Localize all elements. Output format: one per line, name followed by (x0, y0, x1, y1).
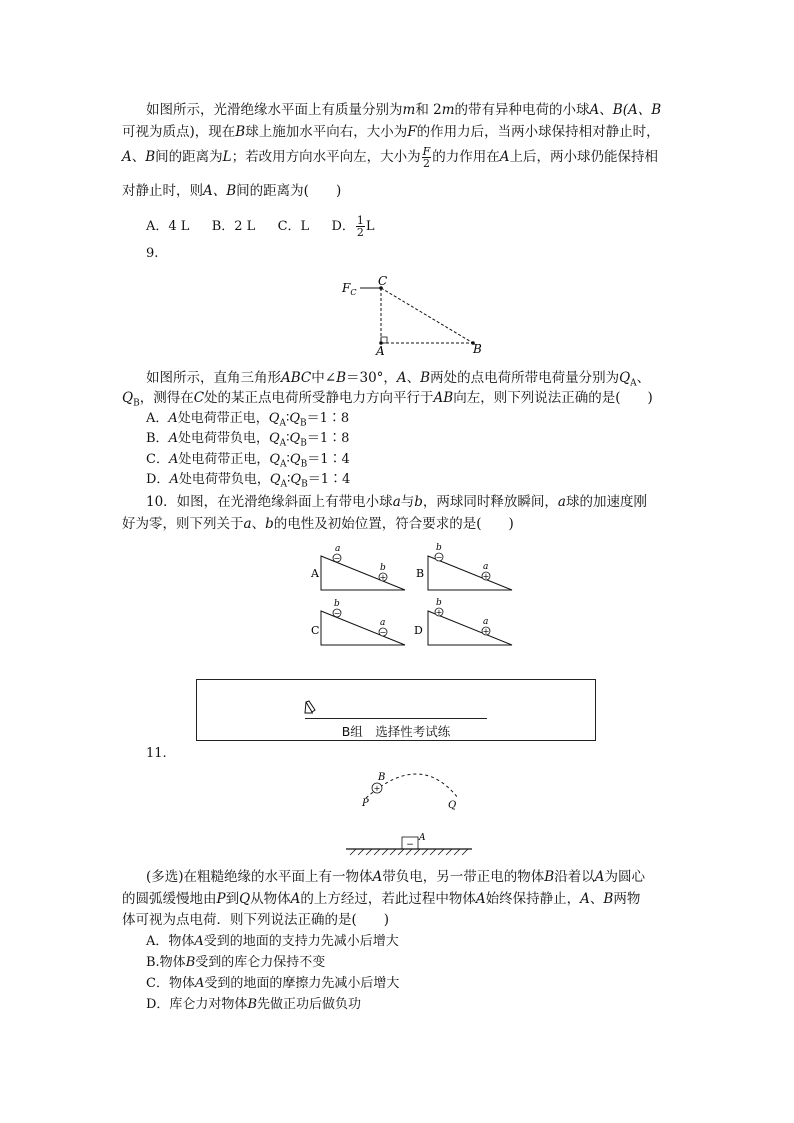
q8-option-c[interactable]: C．L (277, 219, 310, 234)
q11-option-b[interactable]: B.物体B受到的库仑力保持不变 (146, 955, 326, 970)
svg-text:b: b (436, 543, 442, 553)
c-label: C (378, 274, 388, 288)
q8-line4: 对静止时，则A、B间的距离为( ) (122, 183, 342, 199)
svg-text:+: + (379, 573, 387, 582)
b-label: B (473, 342, 482, 356)
q9-line1: 如图所示，直角三角形ABC中∠B＝30°，A、B两处的点电荷所带电荷量分别为$Q_A$、 (146, 370, 651, 389)
q8-option-d-fraction: $\frac{1}{2}$ (356, 214, 364, 239)
q8-option-b[interactable]: B．2 L (211, 219, 256, 234)
svg-text:P: P (362, 798, 369, 809)
svg-text:+: + (373, 784, 381, 793)
q8-line2: 可视为质点)，现在B球上施加水平向右，大小为F的作用力后，当两小球保持相对静止时， (122, 124, 660, 140)
svg-text:−: − (333, 554, 341, 563)
q8-option-d[interactable]: D． $\frac{1}{2}$ L (331, 214, 375, 239)
svg-text:B: B (378, 772, 386, 783)
q11-option-c[interactable]: C．物体A受到的地面的摩擦力先减小后增大 (146, 976, 400, 991)
q10-line1: 10．如图，在光滑绝缘斜面上有带电小球a与b，两球同时释放瞬间，a球的加速度刚 (146, 494, 647, 510)
q8-line1: 如图所示，光滑绝缘水平面上有质量分别为m和 2m的带有异种电荷的小球A、B(A、B (146, 102, 662, 118)
svg-text:−: − (379, 628, 387, 637)
q11-option-d[interactable]: D．库仑力对物体B先做正功后做负功 (146, 997, 362, 1012)
svg-text:a: a (483, 617, 489, 627)
q8-option-a[interactable]: A．4 L (146, 219, 190, 234)
svg-text:+: + (482, 627, 490, 636)
q9-option-d[interactable]: D．A处电荷带负电，$Q_A∶Q_B=1∶4$ (146, 472, 351, 490)
q9-option-a[interactable]: A．A处电荷带正电，$Q_A∶Q_B=1∶8$ (146, 411, 350, 429)
q9-option-b[interactable]: B．A处电荷带负电，$Q_A∶Q_B=1∶8$ (146, 431, 350, 449)
svg-text:D: D (414, 624, 423, 637)
svg-text:B: B (416, 567, 425, 580)
a-label: A (376, 344, 385, 358)
svg-text:+: + (435, 608, 443, 617)
svg-text:a: a (380, 618, 386, 628)
svg-text:+: + (482, 572, 490, 581)
svg-text:b: b (334, 599, 340, 609)
svg-text:A: A (311, 567, 319, 580)
svg-text:C: C (311, 624, 320, 637)
svg-text:A: A (419, 833, 426, 843)
svg-text:a: a (335, 544, 341, 554)
q8-fraction: $\frac{F}{2}$ (422, 145, 431, 170)
q9-number: 9. (146, 246, 159, 261)
q11-line1: (多选)在粗糙绝缘的水平面上有一物体A带负电，另一带正电的物体B沿着以A为圆心 (146, 869, 645, 885)
svg-text:−: − (435, 553, 443, 562)
svg-text:b: b (380, 563, 386, 573)
svg-text:−: − (406, 840, 414, 850)
svg-text:Q: Q (448, 800, 457, 811)
q11-number: 11. (146, 746, 167, 761)
q8-line3: A、B间的距离为L；若改用方向水平向左，大小为 $\frac{F}{2}$ 的力作用在A上后，两小球仍能保持相 (122, 145, 659, 170)
q11-line2: 的圆弧缓慢地由P到Q从物体A的上方经过，若此过程中物体A始终保持静止，A、B两物 (122, 891, 641, 907)
q9-option-c[interactable]: C．A处电荷带正电，$Q_A∶Q_B=1∶4$ (146, 452, 350, 470)
svg-text:b: b (436, 598, 442, 608)
q11-option-a[interactable]: A．物体A受到的地面的支持力先减小后增大 (146, 934, 399, 949)
section-title: B组 选择性考试练 (341, 724, 451, 739)
fc-label: $F_C$ (342, 281, 357, 297)
q9-line2: $Q_B$，测得在C处的某正点电荷所受静电力方向平行于AB向左，则下列说法正确的是( ) (122, 390, 653, 409)
q11-line3: 体可视为点电荷．则下列说法正确的是( ) (122, 912, 390, 928)
q10-line2: 好为零，则下列关于a、b的电性及初始位置，符合要求的是( ) (122, 516, 514, 532)
svg-text:a: a (483, 562, 489, 572)
svg-text:−: − (333, 609, 341, 618)
